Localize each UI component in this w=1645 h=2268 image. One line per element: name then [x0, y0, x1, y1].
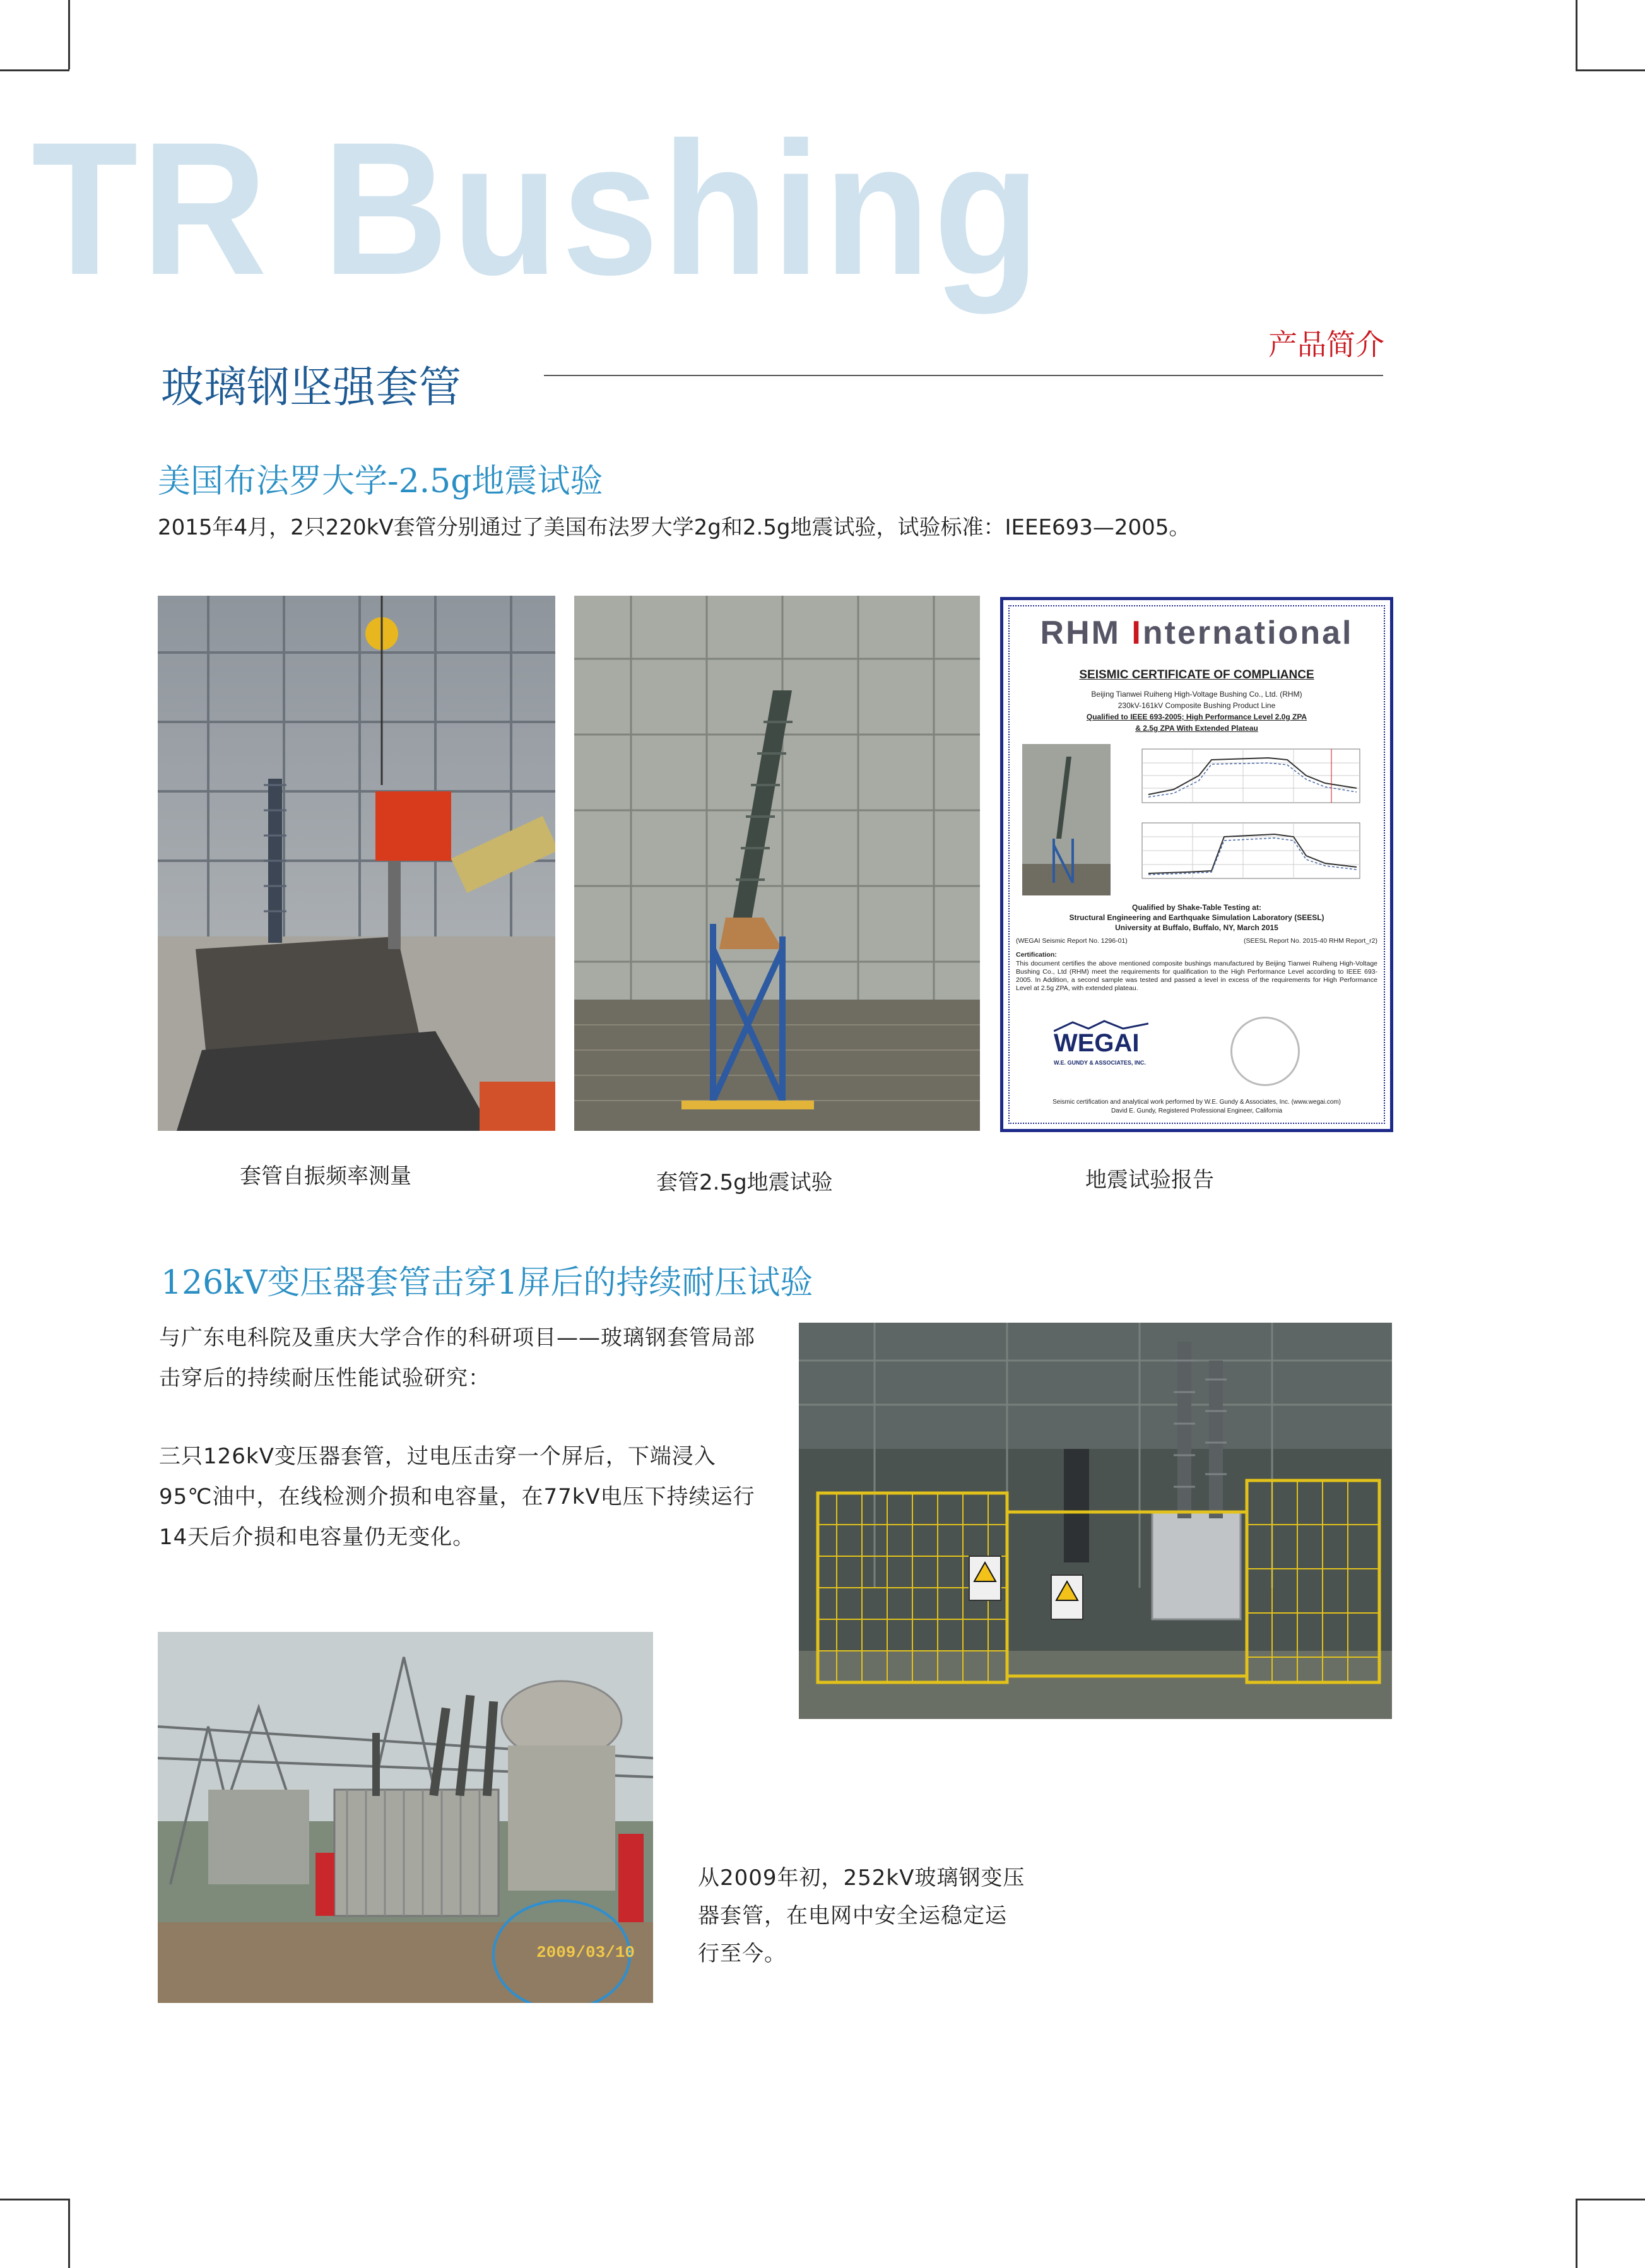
section2-paragraph-3: 从2009年初，252kV玻璃钢变压器套管，在电网中安全运稳定运行至今。: [698, 1865, 1025, 1966]
wegai-logo: WEGAI: [1054, 1029, 1140, 1057]
section1-text: 2015年4月，2只220kV套管分别通过了美国布法罗大学2g和2.5g地震试验，试验标准：IEEE693—2005。: [158, 515, 1191, 540]
wegai-subtitle: W.E. GUNDY & ASSOCIATES, INC.: [1054, 1060, 1146, 1066]
section2-paragraph-2: 三只126kV变压器套管，过电压击穿一个屏后，下端浸入95℃油中，在线检测介损和电容量，在77kV电压下持续运行14天后介损和电容量仍无变化。: [159, 1444, 755, 1550]
crop-mark: [0, 69, 69, 71]
caption-seismic-test: 套管2.5g地震试验: [656, 1170, 833, 1195]
certificate-company: Beijing Tianwei Ruiheng High-Voltage Bushing Co., Ltd. (RHM): [1091, 690, 1302, 699]
certificate-heading: SEISMIC CERTIFICATE OF COMPLIANCE: [1079, 668, 1314, 682]
engineer-seal: [1230, 1017, 1300, 1086]
section-tag: 产品简介: [1268, 328, 1384, 362]
certificate-lab: Structural Engineering and Earthquake Simulation Laboratory (SEESL): [1069, 913, 1324, 922]
section1-title: 美国布法罗大学-2.5g地震试验: [158, 463, 603, 500]
caption-seismic-report: 地震试验报告: [1085, 1167, 1214, 1193]
certificate-footer-1: Seismic certification and analytical work performed by W.E. Gundy & Associates, Inc. (www.wegai.com): [1052, 1099, 1341, 1106]
photo-withstand-test-lab: [799, 1323, 1392, 1719]
seismic-certificate: [1000, 597, 1393, 1132]
section2-paragraph-1: 与广东电科院及重庆大学合作的科研项目——玻璃钢套管局部击穿后的持续耐压性能试验研究：: [159, 1325, 755, 1391]
crop-mark: [68, 0, 70, 69]
caption-frequency-measurement: 套管自振频率测量: [240, 1164, 411, 1189]
certificate-qualified-2: & 2.5g ZPA With Extended Plateau: [1135, 724, 1258, 733]
certificate-photo: [1022, 744, 1111, 895]
certificate-label: Certification:: [1016, 951, 1057, 959]
photo-frequency-measurement: [158, 596, 555, 1131]
crop-mark: [68, 2199, 70, 2268]
certificate-chart-bottom: [1117, 818, 1366, 890]
crop-mark: [1576, 2199, 1645, 2200]
section2-title: 126kV变压器套管击穿1屏后的持续耐压试验: [161, 1264, 813, 1302]
certificate-university: University at Buffalo, Buffalo, NY, March 2015: [1115, 923, 1278, 932]
crop-mark: [1576, 2199, 1577, 2268]
title-divider: [544, 375, 1383, 376]
certificate-footer-2: David E. Gundy, Registered Professional Engineer, California: [1111, 1107, 1283, 1114]
watermark-heading: TR Bushing: [32, 102, 1044, 314]
certificate-testing: Qualified by Shake-Table Testing at:: [1132, 903, 1261, 912]
certificate-text: This document certifies the above mentioned composite bushings manufactured by Beijing Tianwei Ruiheng High-Voltage Bushing Co., Ltd (RHM) meet the requirements for qualification to the High Performance Level according to IEEE 693-2005. In Addition, a second sample was tested and passed a level in excess of the requirements for High Performance Level at 2.5g ZPA, with extended plateau.: [1016, 960, 1377, 992]
photo-seismic-test: [574, 596, 980, 1131]
crop-mark: [1576, 69, 1645, 71]
photo-date-stamp: 2009/03/10: [536, 1943, 635, 1962]
certificate-report-left: (WEGAI Seismic Report No. 1296-01): [1016, 937, 1128, 945]
rhm-logo: RHM International: [1040, 615, 1353, 651]
crop-mark: [0, 2199, 69, 2200]
certificate-product-line: 230kV-161kV Composite Bushing Product Line: [1117, 701, 1276, 710]
certificate-report-right: (SEESL Report No. 2015-40 RHM Report_r2): [1243, 937, 1377, 945]
certificate-chart-top: [1117, 744, 1366, 813]
page-title: 玻璃钢坚强套管: [161, 363, 462, 413]
certificate-qualified: Qualified to IEEE 693-2005; High Performance Level 2.0g ZPA: [1086, 712, 1307, 721]
photo-substation: [158, 1632, 653, 2003]
crop-mark: [1576, 0, 1577, 69]
